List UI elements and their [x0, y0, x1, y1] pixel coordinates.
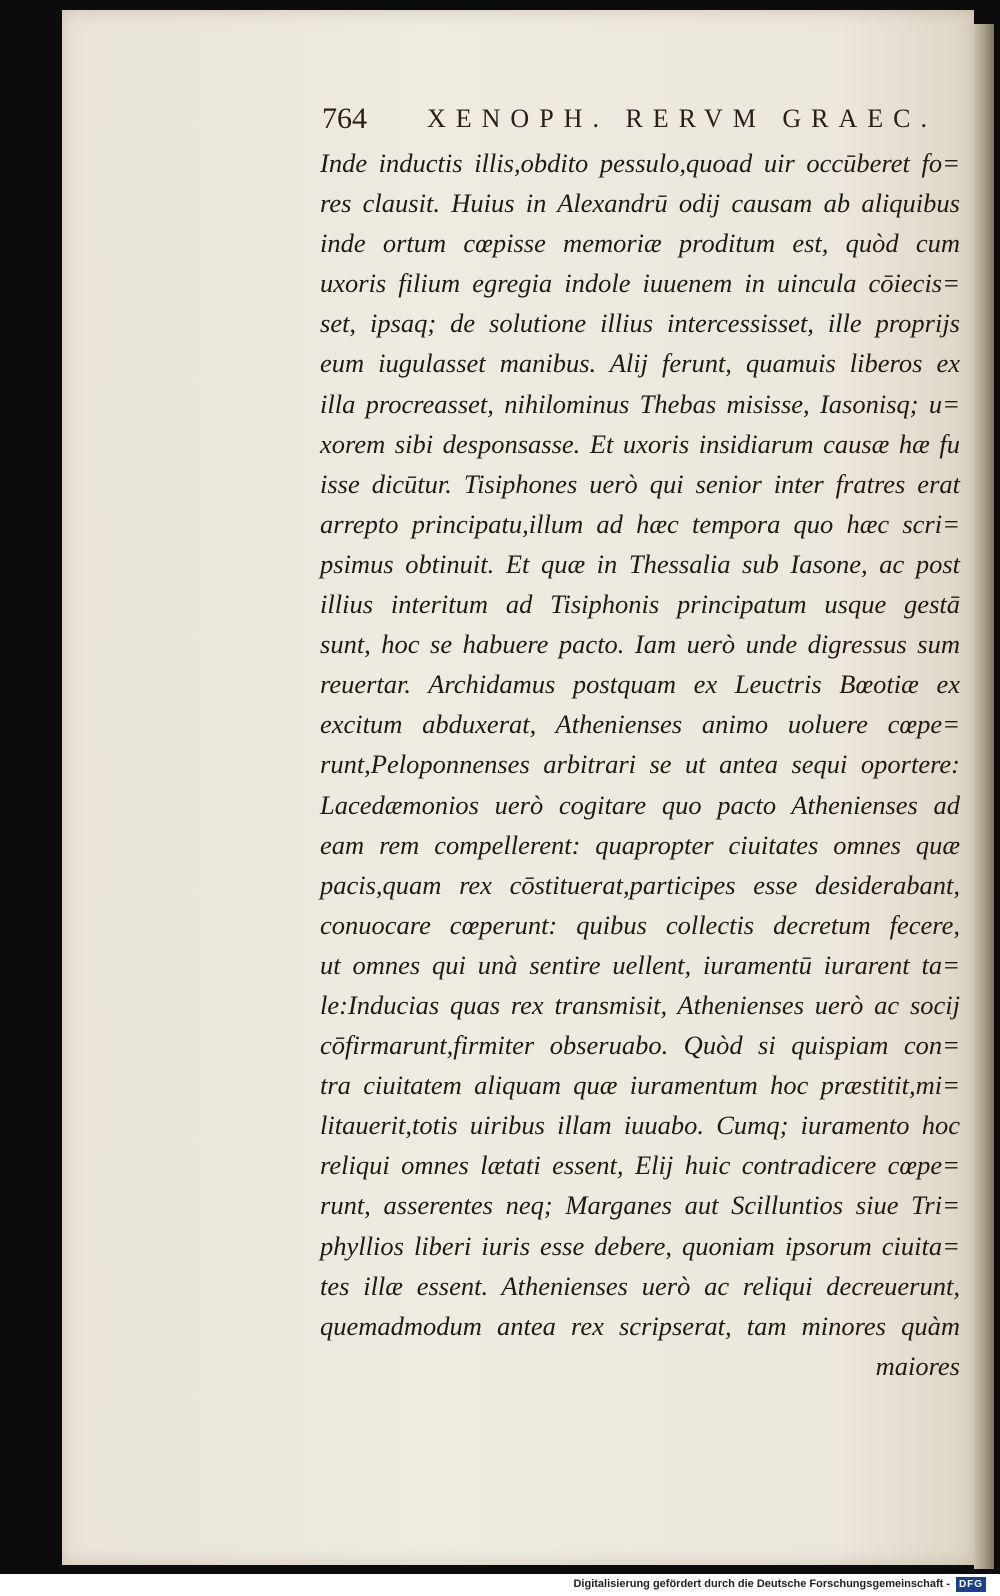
catchword: maiores — [875, 1350, 960, 1381]
text-line: reliqui omnes lætati essent, Elij huic contradicere cœpe= — [320, 1150, 960, 1181]
text-line: conuocare cœperunt: quibus collectis decretum fecere, — [320, 909, 960, 940]
text-line: reuertar. Archidamus postquam ex Leuctris Bœotiæ ex — [320, 669, 960, 700]
digitization-credit: Digitalisierung gefördert durch die Deutsche Forschungsgemeinschaft - — [573, 1578, 950, 1590]
text-line: eum iugulasset manibus. Alij ferunt, quamuis liberos ex — [320, 348, 960, 379]
text-line: res clausit. Huius in Alexandrū odij causam ab aliquibus — [320, 188, 960, 219]
text-line: runt,Peloponnenses arbitrari se ut antea sequi oportere: — [320, 749, 960, 780]
text-line: tes illæ essent. Athenienses uerò ac reliqui decreuerunt, — [320, 1270, 960, 1301]
text-line: uxoris filium egregia indole iuuenem in uincula cōiecis= — [320, 268, 960, 299]
text-line: sunt, hoc se habuere pacto. Iam uerò unde digressus sum — [320, 629, 960, 660]
text-line: tra ciuitatem aliquam quæ iuramentum hoc præstitit,mi= — [320, 1070, 960, 1101]
text-line: cōfirmarunt,firmiter obseruabo. Quòd si quispiam con= — [320, 1030, 960, 1061]
text-line: illa procreasset, nihilominus Thebas misisse, Iasonisq; u= — [320, 388, 960, 419]
text-line: inde ortum cœpisse memoriæ proditum est, quòd cum — [320, 228, 960, 259]
text-line: set, ipsaq; de solutione illius intercessisset, ille proprijs — [320, 308, 960, 339]
text-line: Lacedæmonios uerò cogitare quo pacto Athenienses ad — [320, 789, 960, 820]
text-line: quemadmodum antea rex scripserat, tam minores quàm — [320, 1310, 960, 1341]
dfg-logo: DFG — [956, 1577, 986, 1592]
text-line: ut omnes qui unà sentire uellent, iuramentū iurarent ta= — [320, 949, 960, 980]
text-line: pacis,quam rex cōstituerat,participes esse desiderabant, — [320, 869, 960, 900]
text-line: Inde inductis illis,obdito pessulo,quoad uir occūberet fo= — [320, 148, 960, 178]
text-line: excitum abduxerat, Athenienses animo uoluere cœpe= — [320, 709, 960, 740]
text-line: psimus obtinuit. Et quæ in Thessalia sub Iasone, ac post — [320, 548, 960, 579]
text-line: xorem sibi desponsasse. Et uxoris insidiarum causæ hæ fu — [320, 428, 960, 459]
text-line: eam rem compellerent: quapropter ciuitates omnes quæ — [320, 829, 960, 860]
text-line: isse dicūtur. Tisiphones uerò qui senior inter fratres erat — [320, 468, 960, 499]
running-head — [322, 102, 962, 142]
running-title: XENOPH. RERVM GRAEC. — [427, 104, 937, 133]
text-line: runt, asserentes neq; Marganes aut Scilluntios siue Tri= — [320, 1190, 960, 1221]
text-line: phyllios liberi iuris esse debere, quoniam ipsorum ciuita= — [320, 1230, 960, 1261]
footer-bar — [0, 1574, 1000, 1596]
text-line: arrepto principatu,illum ad hæc tempora quo hæc scri= — [320, 508, 960, 539]
text-line: illius interitum ad Tisiphonis principatum usque gestā — [320, 589, 960, 620]
page-number: 764 — [322, 102, 367, 135]
text-line: le:Inducias quas rex transmisit, Athenienses uerò ac socij — [320, 989, 960, 1020]
body-text — [320, 143, 960, 1386]
text-line: litauerit,totis uiribus illam iuuabo. Cumq; iuramento hoc — [320, 1110, 960, 1141]
page-edge — [974, 24, 994, 1569]
